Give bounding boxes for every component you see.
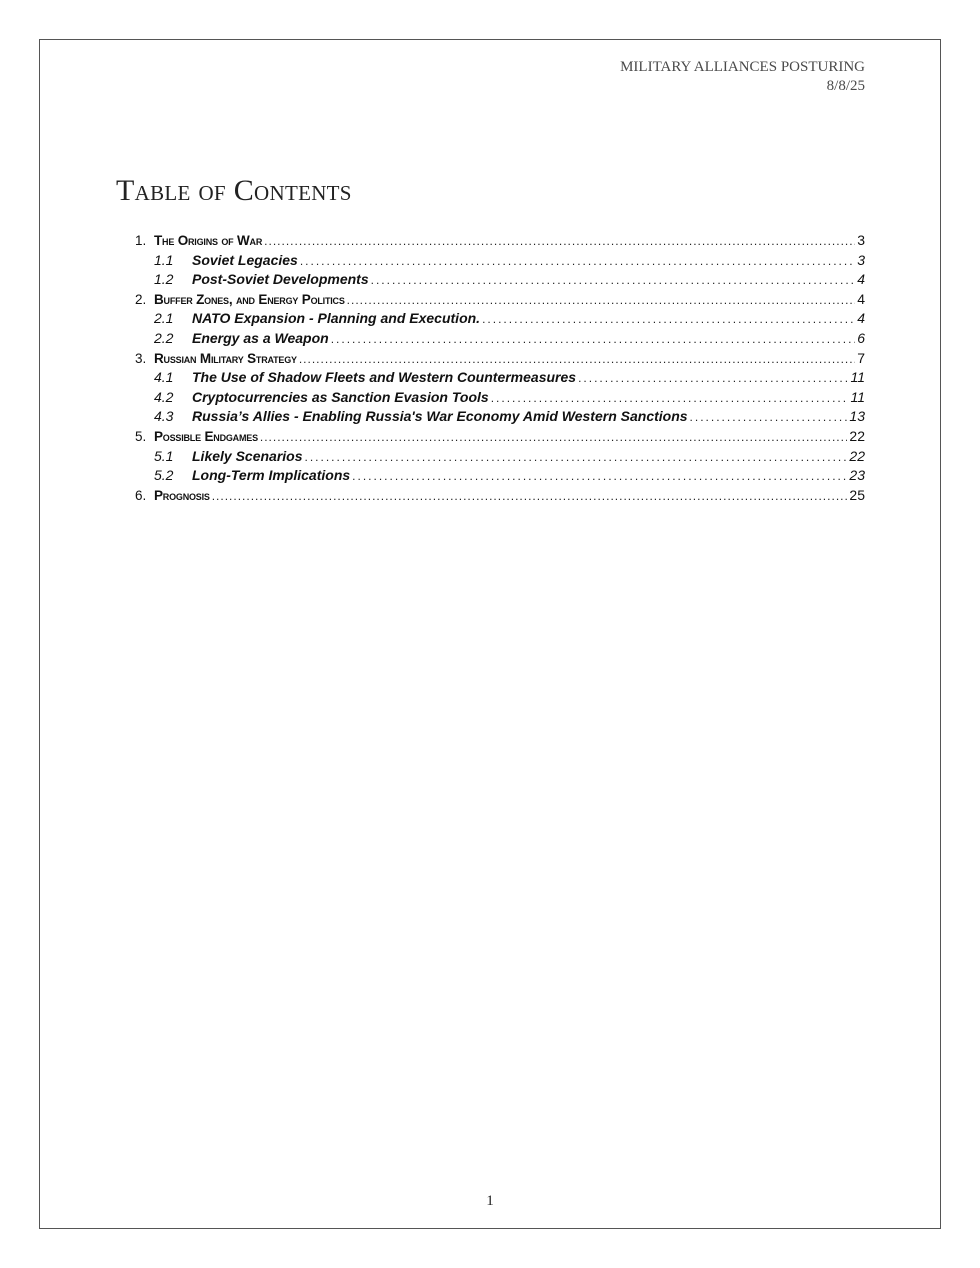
toc-dot-leader — [482, 312, 855, 326]
toc-dot-leader — [352, 469, 847, 483]
toc-dot-leader — [299, 352, 855, 366]
toc-entry-label[interactable]: Possible Endgames — [154, 428, 258, 444]
toc-entry[interactable] — [135, 310, 865, 330]
toc-dot-leader — [347, 293, 856, 307]
toc-entry-number: 5.1 — [154, 447, 174, 464]
toc-entry-page[interactable]: 7 — [857, 349, 865, 366]
toc-entry-label[interactable]: Likely Scenarios — [192, 447, 303, 464]
toc-entry-number: 6. — [135, 487, 147, 503]
toc-entry-page[interactable]: 22 — [849, 427, 865, 444]
toc-entry[interactable] — [135, 271, 865, 291]
toc-entry-number: 3. — [135, 350, 147, 366]
toc-entry-number: 5. — [135, 428, 147, 444]
toc-entry[interactable] — [135, 232, 865, 252]
toc-entry[interactable] — [135, 389, 865, 409]
toc-dot-leader — [371, 273, 856, 287]
toc-entry-number: 4.3 — [154, 408, 174, 425]
toc-entry[interactable] — [135, 448, 865, 468]
toc-entry[interactable] — [135, 467, 865, 487]
toc-entry[interactable] — [135, 487, 865, 507]
toc-entry-number: 2.2 — [154, 329, 174, 346]
toc-dot-leader — [264, 234, 855, 248]
toc-heading: Table of Contents — [116, 174, 352, 207]
toc-entry-label[interactable]: The Origins of War — [154, 233, 263, 248]
toc-entry-page[interactable]: 4 — [857, 290, 865, 307]
toc-dot-leader — [305, 450, 848, 464]
page-header — [620, 58, 865, 96]
toc-dot-leader — [212, 489, 848, 503]
toc-entry-label[interactable]: Energy as a Weapon — [192, 329, 329, 346]
toc-entry-label[interactable]: NATO Expansion - Planning and Execution. — [192, 310, 481, 327]
toc-entry-label[interactable]: Prognosis — [154, 487, 210, 503]
toc-entry[interactable] — [135, 350, 865, 370]
toc-entry-page[interactable]: 13 — [849, 408, 865, 425]
toc-entry-label[interactable]: Long-Term Implications — [192, 467, 351, 484]
toc-dot-leader — [690, 410, 848, 424]
toc-entry-label[interactable]: Russian Military Strategy — [154, 350, 297, 366]
toc-entry-page[interactable]: 6 — [857, 329, 865, 346]
toc-entry-label[interactable]: Buffer Zones, and Energy Politics — [154, 291, 345, 307]
toc-entry-number: 4.1 — [154, 369, 174, 386]
toc-dot-leader — [331, 332, 856, 346]
header-date: 8/8/25 — [826, 78, 865, 94]
toc-entry-label[interactable]: Post-Soviet Developments — [192, 271, 369, 288]
toc-entry-number: 2. — [135, 291, 147, 307]
toc-entry-number: 1. — [135, 233, 147, 248]
toc-entry-page[interactable]: 11 — [850, 388, 865, 405]
toc-entry[interactable] — [135, 408, 865, 428]
toc-entry-page[interactable]: 3 — [857, 232, 865, 248]
toc-entry[interactable] — [135, 369, 865, 389]
toc-entry-page[interactable]: 3 — [857, 251, 865, 268]
toc-entry[interactable] — [135, 291, 865, 311]
toc-dot-leader — [491, 391, 849, 405]
toc-entry-number: 2.1 — [154, 310, 174, 327]
toc-entry-label[interactable]: Soviet Legacies — [192, 251, 298, 268]
header-title: MILITARY ALLIANCES POSTURING — [620, 59, 865, 75]
toc-entry-number: 5.2 — [154, 467, 174, 484]
toc-entry[interactable] — [135, 428, 865, 448]
toc-entry-page[interactable]: 22 — [849, 447, 865, 464]
toc-entry-number: 1.1 — [154, 251, 174, 268]
toc-dot-leader — [260, 430, 848, 444]
toc-entry[interactable] — [135, 330, 865, 350]
toc-entry-page[interactable]: 11 — [850, 369, 865, 386]
toc-dot-leader — [300, 254, 855, 268]
toc-entry-page[interactable]: 4 — [857, 271, 865, 288]
toc-dot-leader — [578, 371, 848, 385]
table-of-contents — [135, 232, 865, 506]
toc-entry-label[interactable]: The Use of Shadow Fleets and Western Countermeasures — [192, 369, 577, 386]
toc-entry-label[interactable]: Russia’s Allies - Enabling Russia's War Economy Amid Western Sanctions — [192, 408, 688, 425]
toc-entry-page[interactable]: 23 — [849, 467, 865, 484]
toc-entry-number: 4.2 — [154, 388, 174, 405]
page-border — [39, 39, 941, 1229]
toc-entry-label[interactable]: Cryptocurrencies as Sanction Evasion Tools — [192, 388, 489, 405]
page-number: 1 — [486, 1193, 494, 1209]
toc-entry-page[interactable]: 4 — [857, 310, 865, 327]
toc-entry-number: 1.2 — [154, 271, 174, 288]
toc-entry-page[interactable]: 25 — [849, 486, 865, 503]
toc-entry[interactable] — [135, 252, 865, 272]
